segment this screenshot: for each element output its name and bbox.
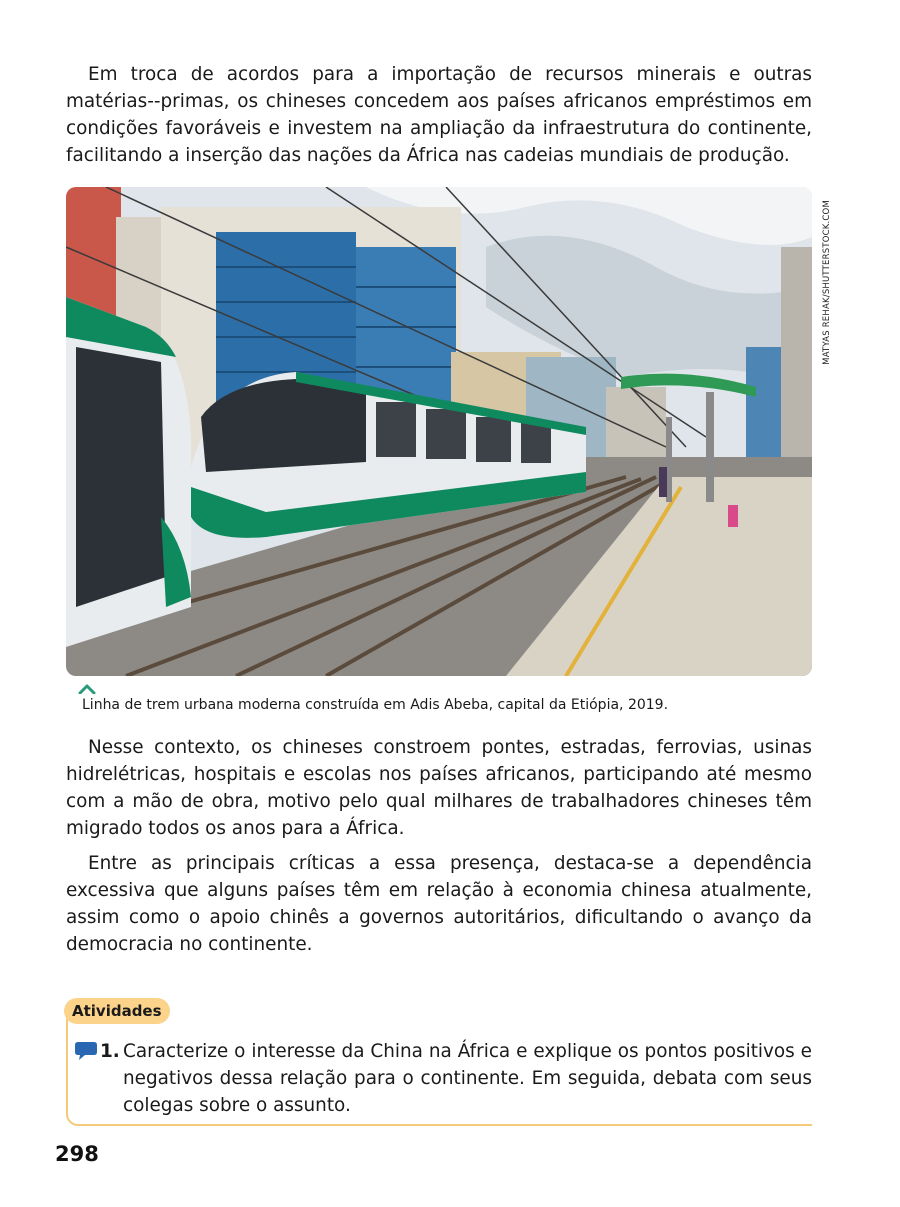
photo-caption: Linha de trem urbana moderna construída em Adis Abeba, capital da Etiópia, 2019. [82, 697, 669, 713]
question-text: Caracterize o interesse da China na África e explique os pontos positivos e negativos dessa relação para o continente. Em seguida, debata com seus colegas sobre o assunto. [123, 1041, 812, 1116]
activities-badge: Atividades [64, 998, 170, 1024]
tram-photo [66, 187, 812, 676]
question-number: 1. [100, 1041, 120, 1062]
caption-arrow-icon [78, 684, 96, 694]
intro-paragraph: Em troca de acordos para a importação de recursos minerais e outras matérias--primas, os chineses concedem aos países africanos empréstimos em condições favoráveis e investem na ampliação da infraestrutura do continente, facilitando a inserção das nações da África nas cadeias mundiais de produção. [66, 64, 812, 166]
photo-credit: MATYAS REHAK/SHUTTERSTOCK.COM [822, 200, 832, 365]
speech-bubble-icon [74, 1041, 98, 1061]
page-number: 298 [55, 1142, 99, 1166]
criticism-paragraph: Entre as principais críticas a essa presença, destaca-se a dependência excessiva que alguns países têm em relação à economia chinesa atualmente, assim como o apoio chinês a governos autoritários, dificultando o avanço da democracia no continente. [66, 853, 812, 955]
context-paragraph: Nesse contexto, os chineses constroem pontes, estradas, ferrovias, usinas hidrelétricas, hospitais e escolas nos países africanos, participando até mesmo com a mão de obra, motivo pelo qual milhares de trabalhadores chineses têm migrado todos os anos para a África. [66, 737, 812, 839]
